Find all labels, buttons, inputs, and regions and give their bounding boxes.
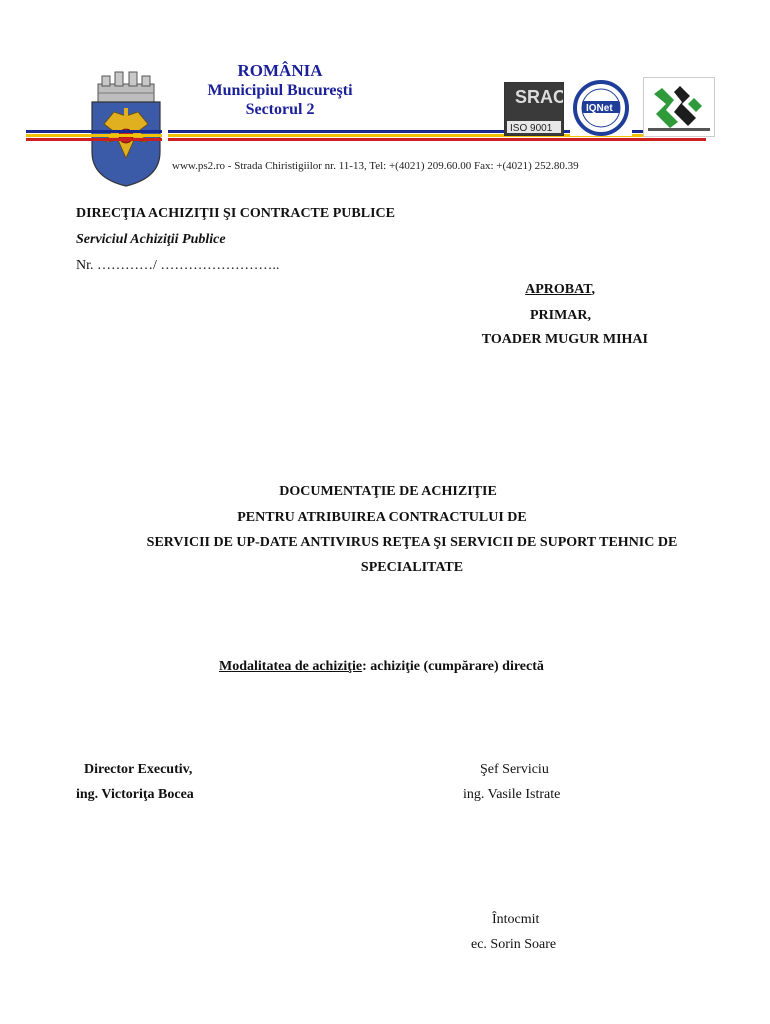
document-title-line-2: PENTRU ATRIBUIREA CONTRACTULUI DE <box>237 510 527 525</box>
third-cert-logo <box>643 77 715 137</box>
contact-line: www.ps2.ro - Strada Chiristigiilor nr. 11-13, Tel: +(4021) 209.60.00 Fax: +(4021) 252.80.39 <box>172 160 579 172</box>
country-title: ROMÂNIA <box>237 61 323 80</box>
iso-label: ISO 9001 <box>510 123 553 134</box>
approval-label <box>420 282 595 298</box>
director-name: ing. Victoriţa Bocea <box>76 787 194 802</box>
chief-name: ing. Vasile Istrate <box>463 787 561 802</box>
modality-value: : achiziţie (cumpărare) directă <box>362 659 544 674</box>
document-title-line-3: SERVICII DE UP-DATE ANTIVIRUS REŢEA ŞI SERVICII DE SUPORT TEHNIC DE <box>146 535 678 550</box>
approved-comma: , <box>591 282 595 297</box>
document-title-line-1: DOCUMENTAŢIE DE ACHIZIŢIE <box>279 484 497 499</box>
director-title: Director Executiv, <box>84 762 193 777</box>
prepared-title: Întocmit <box>492 912 540 927</box>
sector-title: Sectorul 2 <box>245 101 315 118</box>
document-title-line-4: SPECIALITATE <box>360 560 464 575</box>
acquisition-modality <box>219 659 544 675</box>
service-name: Serviciul Achiziţii Publice <box>76 232 226 247</box>
iqnet-logo <box>570 80 632 136</box>
srac-letters: SRAC <box>515 87 563 107</box>
approval-name: TOADER MUGUR MIHAI <box>481 332 648 347</box>
prepared-name: ec. Sorin Soare <box>471 937 557 952</box>
srac-logo <box>504 82 564 136</box>
iqnet-label: IQNet <box>586 103 613 114</box>
approval-role: PRIMAR, <box>529 308 591 323</box>
city-title: Municipiul Bucureşti <box>207 82 353 99</box>
chief-title: Şef Serviciu <box>480 762 549 777</box>
modality-label: Modalitatea de achiziţie <box>219 659 363 674</box>
approved-word: APROBAT <box>525 282 592 297</box>
bucharest-coat-of-arms <box>86 66 166 188</box>
registration-number: Nr. …………/ …………………….. <box>76 258 280 273</box>
department-name: DIRECŢIA ACHIZIŢII ŞI CONTRACTE PUBLICE <box>76 206 395 221</box>
